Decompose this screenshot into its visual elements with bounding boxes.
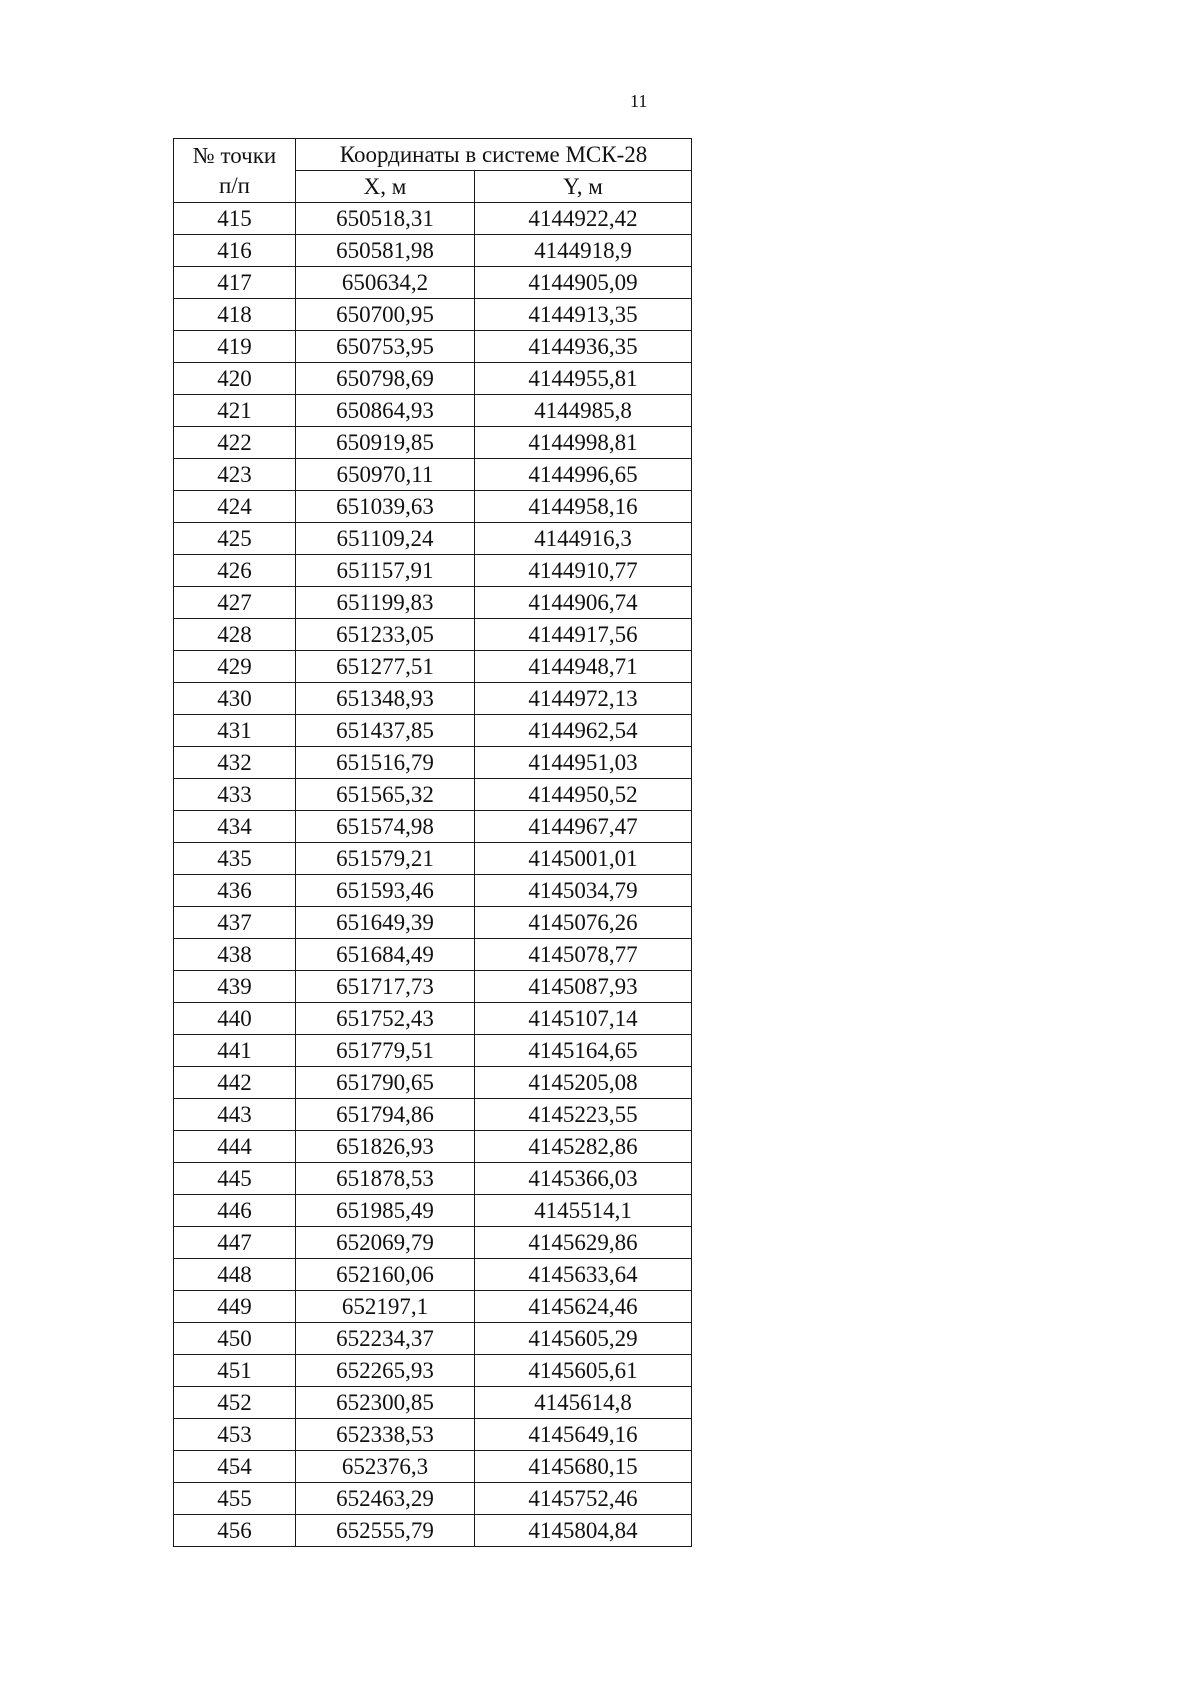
x-coordinate-cell: 650970,11 (296, 459, 475, 491)
point-number-cell: 436 (174, 875, 296, 907)
point-number-cell: 421 (174, 395, 296, 427)
table-row (174, 715, 692, 747)
x-column-header: X, м (296, 171, 475, 203)
y-coordinate-cell: 4144998,81 (475, 427, 692, 459)
x-coordinate-cell: 651157,91 (296, 555, 475, 587)
point-number-cell: 456 (174, 1515, 296, 1547)
table-row (174, 491, 692, 523)
x-coordinate-cell: 650798,69 (296, 363, 475, 395)
point-number-cell: 428 (174, 619, 296, 651)
coordinate-system-header: Координаты в системе МСК-28 (296, 139, 692, 171)
y-coordinate-cell: 4145649,16 (475, 1419, 692, 1451)
x-coordinate-cell: 652555,79 (296, 1515, 475, 1547)
point-number-cell: 452 (174, 1387, 296, 1419)
x-coordinate-cell: 651579,21 (296, 843, 475, 875)
y-coordinate-cell: 4144967,47 (475, 811, 692, 843)
x-coordinate-cell: 652265,93 (296, 1355, 475, 1387)
x-coordinate-cell: 650518,31 (296, 203, 475, 235)
y-coordinate-cell: 4144950,52 (475, 779, 692, 811)
x-coordinate-cell: 651516,79 (296, 747, 475, 779)
table-row (174, 299, 692, 331)
table-row (174, 363, 692, 395)
table-row (174, 1099, 692, 1131)
page-number: 11 (630, 91, 648, 111)
y-coordinate-cell: 4144985,8 (475, 395, 692, 427)
y-coordinate-cell: 4145164,65 (475, 1035, 692, 1067)
table-row (174, 875, 692, 907)
table-row (174, 1195, 692, 1227)
x-coordinate-cell: 652160,06 (296, 1259, 475, 1291)
y-coordinate-cell: 4144918,9 (475, 235, 692, 267)
table-row (174, 619, 692, 651)
y-coordinate-cell: 4144951,03 (475, 747, 692, 779)
table-row (174, 747, 692, 779)
table-row (174, 1451, 692, 1483)
y-column-header: Y, м (475, 171, 692, 203)
y-coordinate-cell: 4144913,35 (475, 299, 692, 331)
y-coordinate-cell: 4144905,09 (475, 267, 692, 299)
y-coordinate-cell: 4145107,14 (475, 1003, 692, 1035)
table-row (174, 651, 692, 683)
table-row (174, 1323, 692, 1355)
table-row (174, 523, 692, 555)
y-coordinate-cell: 4144936,35 (475, 331, 692, 363)
x-coordinate-cell: 650753,95 (296, 331, 475, 363)
y-coordinate-cell: 4144948,71 (475, 651, 692, 683)
x-coordinate-cell: 651826,93 (296, 1131, 475, 1163)
x-coordinate-cell: 651649,39 (296, 907, 475, 939)
point-number-cell: 450 (174, 1323, 296, 1355)
table-row (174, 1227, 692, 1259)
y-coordinate-cell: 4145680,15 (475, 1451, 692, 1483)
point-number-cell: 438 (174, 939, 296, 971)
y-coordinate-cell: 4145633,64 (475, 1259, 692, 1291)
x-coordinate-cell: 651039,63 (296, 491, 475, 523)
table-row (174, 1067, 692, 1099)
point-number-header-line1: № точки (192, 142, 277, 168)
x-coordinate-cell: 651985,49 (296, 1195, 475, 1227)
table-row (174, 427, 692, 459)
point-number-cell: 424 (174, 491, 296, 523)
x-coordinate-cell: 651565,32 (296, 779, 475, 811)
x-coordinate-cell: 650581,98 (296, 235, 475, 267)
point-number-cell: 416 (174, 235, 296, 267)
table-row (174, 203, 692, 235)
x-coordinate-cell: 651752,43 (296, 1003, 475, 1035)
y-coordinate-cell: 4144955,81 (475, 363, 692, 395)
x-coordinate-cell: 652376,3 (296, 1451, 475, 1483)
table-row (174, 1163, 692, 1195)
y-coordinate-cell: 4144922,42 (475, 203, 692, 235)
y-coordinate-cell: 4145087,93 (475, 971, 692, 1003)
y-coordinate-cell: 4145514,1 (475, 1195, 692, 1227)
y-coordinate-cell: 4145078,77 (475, 939, 692, 971)
table-row (174, 459, 692, 491)
x-coordinate-cell: 651233,05 (296, 619, 475, 651)
table-row (174, 1003, 692, 1035)
y-coordinate-cell: 4145614,8 (475, 1387, 692, 1419)
table-row (174, 235, 692, 267)
y-coordinate-cell: 4145629,86 (475, 1227, 692, 1259)
y-coordinate-cell: 4145605,29 (475, 1323, 692, 1355)
table-row (174, 331, 692, 363)
x-coordinate-cell: 651437,85 (296, 715, 475, 747)
y-coordinate-cell: 4145223,55 (475, 1099, 692, 1131)
x-coordinate-cell: 651794,86 (296, 1099, 475, 1131)
y-coordinate-cell: 4145076,26 (475, 907, 692, 939)
point-number-cell: 423 (174, 459, 296, 491)
coordinates-table (173, 138, 692, 1547)
y-coordinate-cell: 4145282,86 (475, 1131, 692, 1163)
table-row (174, 1387, 692, 1419)
x-coordinate-cell: 652234,37 (296, 1323, 475, 1355)
y-coordinate-cell: 4145205,08 (475, 1067, 692, 1099)
point-number-cell: 426 (174, 555, 296, 587)
x-coordinate-cell: 652338,53 (296, 1419, 475, 1451)
x-coordinate-cell: 651779,51 (296, 1035, 475, 1067)
y-coordinate-cell: 4145624,46 (475, 1291, 692, 1323)
y-coordinate-cell: 4144916,3 (475, 523, 692, 555)
table-row (174, 1515, 692, 1547)
y-coordinate-cell: 4145752,46 (475, 1483, 692, 1515)
point-number-cell: 422 (174, 427, 296, 459)
table-row (174, 811, 692, 843)
x-coordinate-cell: 651790,65 (296, 1067, 475, 1099)
x-coordinate-cell: 651878,53 (296, 1163, 475, 1195)
x-coordinate-cell: 651574,98 (296, 811, 475, 843)
point-number-cell: 440 (174, 1003, 296, 1035)
x-coordinate-cell: 651109,24 (296, 523, 475, 555)
point-number-cell: 447 (174, 1227, 296, 1259)
table-row (174, 971, 692, 1003)
table-row (174, 907, 692, 939)
y-coordinate-cell: 4145605,61 (475, 1355, 692, 1387)
table-row (174, 1483, 692, 1515)
x-coordinate-cell: 650634,2 (296, 267, 475, 299)
table-row (174, 1259, 692, 1291)
point-number-cell: 434 (174, 811, 296, 843)
point-number-cell: 415 (174, 203, 296, 235)
table-row (174, 939, 692, 971)
x-coordinate-cell: 652197,1 (296, 1291, 475, 1323)
y-coordinate-cell: 4144972,13 (475, 683, 692, 715)
point-number-cell: 448 (174, 1259, 296, 1291)
y-coordinate-cell: 4145804,84 (475, 1515, 692, 1547)
table-row (174, 1035, 692, 1067)
table-header (174, 139, 692, 203)
table-row (174, 267, 692, 299)
point-number-cell: 445 (174, 1163, 296, 1195)
point-number-cell: 453 (174, 1419, 296, 1451)
point-number-cell: 425 (174, 523, 296, 555)
x-coordinate-cell: 651684,49 (296, 939, 475, 971)
x-coordinate-cell: 650864,93 (296, 395, 475, 427)
table-body (174, 203, 692, 1547)
x-coordinate-cell: 652300,85 (296, 1387, 475, 1419)
y-coordinate-cell: 4144910,77 (475, 555, 692, 587)
point-number-cell: 431 (174, 715, 296, 747)
x-coordinate-cell: 651593,46 (296, 875, 475, 907)
point-number-cell: 427 (174, 587, 296, 619)
table-row (174, 555, 692, 587)
header-row-top (174, 139, 692, 171)
table-row (174, 683, 692, 715)
point-number-cell: 417 (174, 267, 296, 299)
point-number-cell: 451 (174, 1355, 296, 1387)
table-row (174, 1355, 692, 1387)
y-coordinate-cell: 4144917,56 (475, 619, 692, 651)
point-number-cell: 420 (174, 363, 296, 395)
point-number-cell: 433 (174, 779, 296, 811)
table-row (174, 1419, 692, 1451)
x-coordinate-cell: 651717,73 (296, 971, 475, 1003)
point-number-cell: 419 (174, 331, 296, 363)
y-coordinate-cell: 4144962,54 (475, 715, 692, 747)
point-number-cell: 442 (174, 1067, 296, 1099)
point-number-cell: 446 (174, 1195, 296, 1227)
point-number-cell: 435 (174, 843, 296, 875)
point-number-cell: 443 (174, 1099, 296, 1131)
x-coordinate-cell: 652069,79 (296, 1227, 475, 1259)
table-row (174, 395, 692, 427)
point-number-header-line2: п/п (218, 172, 250, 198)
point-number-cell: 432 (174, 747, 296, 779)
x-coordinate-cell: 651199,83 (296, 587, 475, 619)
table-row (174, 779, 692, 811)
x-coordinate-cell: 650700,95 (296, 299, 475, 331)
table-row (174, 843, 692, 875)
point-number-cell: 439 (174, 971, 296, 1003)
point-number-cell: 444 (174, 1131, 296, 1163)
x-coordinate-cell: 651277,51 (296, 651, 475, 683)
y-coordinate-cell: 4144906,74 (475, 587, 692, 619)
x-coordinate-cell: 652463,29 (296, 1483, 475, 1515)
point-number-cell: 455 (174, 1483, 296, 1515)
point-number-header (174, 139, 296, 203)
point-number-cell: 454 (174, 1451, 296, 1483)
point-number-cell: 437 (174, 907, 296, 939)
point-number-cell: 441 (174, 1035, 296, 1067)
y-coordinate-cell: 4145001,01 (475, 843, 692, 875)
point-number-cell: 449 (174, 1291, 296, 1323)
table-row (174, 1291, 692, 1323)
y-coordinate-cell: 4144996,65 (475, 459, 692, 491)
y-coordinate-cell: 4145366,03 (475, 1163, 692, 1195)
x-coordinate-cell: 651348,93 (296, 683, 475, 715)
table-row (174, 1131, 692, 1163)
point-number-cell: 429 (174, 651, 296, 683)
table-row (174, 587, 692, 619)
y-coordinate-cell: 4145034,79 (475, 875, 692, 907)
y-coordinate-cell: 4144958,16 (475, 491, 692, 523)
point-number-cell: 418 (174, 299, 296, 331)
point-number-cell: 430 (174, 683, 296, 715)
x-coordinate-cell: 650919,85 (296, 427, 475, 459)
